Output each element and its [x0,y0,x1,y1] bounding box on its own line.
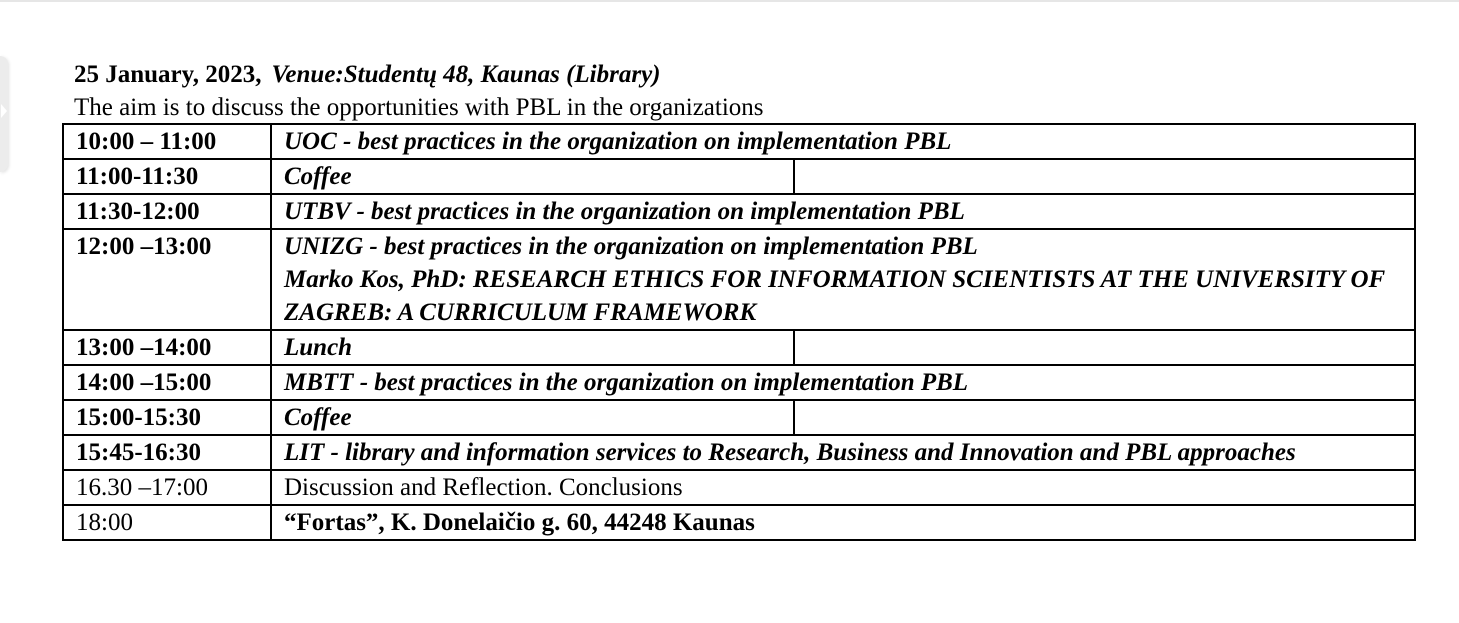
empty-cell [794,159,1415,194]
table-row [63,505,1415,540]
session-cell: Discussion and Reflection. Conclusions [271,470,1415,505]
expand-arrow-icon [1,104,7,118]
table-row [63,400,1415,435]
time-cell: 16.30 –17:00 [63,470,271,505]
event-date: 25 January, 2023, [74,61,262,88]
session-cell: Lunch [271,330,794,365]
session-line: Marko Kos, PhD: RESEARCH ETHICS FOR INFORMATION SCIENTISTS AT THE UNIVERSITY OF ZAGREB: A CURRICULUM FRAMEWORK [284,266,1385,326]
time-cell: 18:00 [63,505,271,540]
event-header [74,58,661,91]
session-cell: Coffee [271,400,794,435]
empty-cell [794,330,1415,365]
time-cell: 14:00 –15:00 [63,365,271,400]
table-row [63,194,1415,229]
table-row [63,124,1415,159]
event-venue: Venue:Studentų 48, Kaunas (Library) [271,61,661,88]
time-cell: 11:00-11:30 [63,159,271,194]
time-cell: 15:00-15:30 [63,400,271,435]
session-line: UNIZG - best practices in the organization on implementation PBL [284,233,978,260]
time-cell: 13:00 –14:00 [63,330,271,365]
session-cell: “Fortas”, K. Donelaičio g. 60, 44248 Kaunas [271,505,1415,540]
table-row [63,470,1415,505]
table-row [63,330,1415,365]
top-border [0,0,1459,2]
session-cell: UOC - best practices in the organization on implementation PBL [271,124,1415,159]
agenda-table [62,123,1416,541]
table-row [63,435,1415,470]
table-row [63,365,1415,400]
side-panel-toggle[interactable] [0,56,8,172]
session-cell: UTBV - best practices in the organization on implementation PBL [271,194,1415,229]
session-cell: MBTT - best practices in the organization on implementation PBL [271,365,1415,400]
session-cell: LIT - library and information services to Research, Business and Innovation and PBL approaches [271,435,1415,470]
session-cell: Coffee [271,159,794,194]
time-cell: 10:00 – 11:00 [63,124,271,159]
session-cell [271,229,1415,330]
event-aim: The aim is to discuss the opportunities with PBL in the organizations [74,94,764,121]
time-cell: 12:00 –13:00 [63,229,271,330]
table-row [63,229,1415,330]
empty-cell [794,400,1415,435]
time-cell: 11:30-12:00 [63,194,271,229]
table-row [63,159,1415,194]
time-cell: 15:45-16:30 [63,435,271,470]
